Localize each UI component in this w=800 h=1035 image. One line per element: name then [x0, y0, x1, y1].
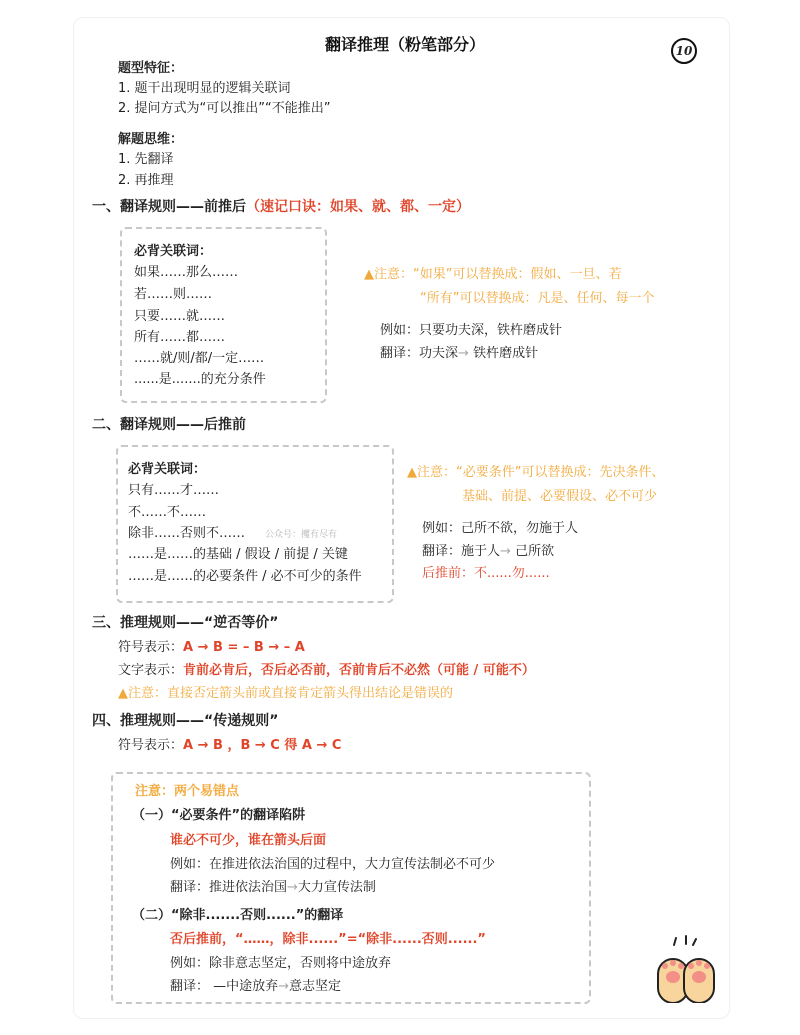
notes-p1-heading: （一）“必要条件”的翻译陷阱	[132, 808, 306, 823]
features-item-2: 2. 提问方式为“可以推出”“不能推出”	[118, 101, 331, 116]
s3-text-line	[118, 664, 535, 677]
notes-p1-trans-label: 翻译：推进依法治国	[170, 880, 288, 895]
notes-p2-trans-label: 翻译： —中途放弃	[170, 979, 279, 994]
s2-example: 例如：己所不欲，勿施于人	[422, 521, 579, 536]
section-1-title: 一、翻译规则——前推后	[92, 199, 246, 215]
warning-icon: ▲	[364, 267, 374, 282]
notes-p1-translation	[170, 881, 376, 894]
s2-trans-result: 己所欲	[515, 544, 555, 559]
notes-p2-trans-result: 意志坚定	[289, 979, 342, 994]
notes-p2-heading: （二）“除非.......否则......”的翻译	[132, 908, 344, 923]
cat-paw-illustration	[650, 935, 722, 1003]
watermark-text: 公众号：攫有尽有	[265, 530, 338, 540]
right-arrow-icon: →	[458, 346, 469, 361]
s1-note-1: 注意：“如果”可以替换成：假如、一旦、若	[374, 267, 622, 282]
s1-word-6: ......是.......的充分条件	[134, 372, 266, 387]
s3-symbol: A → B = – B → – A	[183, 640, 305, 655]
s2-word-1: 只有……才……	[128, 483, 220, 498]
s1-box-title: 必背关联词：	[134, 244, 213, 259]
section-1-heading	[92, 200, 470, 214]
right-arrow-icon: →	[500, 544, 511, 559]
s2-trans-label: 翻译：施于人	[422, 544, 501, 559]
s2-word-5: ……是……的必要条件 / 必不可少的条件	[128, 569, 362, 584]
s2-note-line-1	[407, 466, 664, 479]
features-item-1: 1. 题干出现明显的逻辑关联词	[118, 81, 291, 96]
s3-symbol-label: 符号表示：	[118, 640, 184, 655]
notes-heading: 注意：两个易错点	[135, 784, 240, 799]
page-title: 翻译推理（粉笔部分）	[325, 35, 486, 54]
s1-word-4: 所有……都……	[134, 330, 226, 345]
s2-word-2: 不……不……	[128, 505, 207, 520]
warning-icon: ▲	[118, 686, 128, 701]
s2-word-4: ……是……的基础 / 假设 / 前提 / 关键	[128, 547, 348, 562]
s1-example: 例如：只要功夫深，铁杵磨成针	[380, 323, 563, 338]
thinking-heading: 解题思维：	[118, 132, 184, 147]
notes-p2-translation	[170, 980, 341, 993]
section-1-tip: （速记口诀：如果、就、都、一定）	[246, 199, 470, 215]
s3-symbol-line	[118, 641, 305, 654]
s4-symbol-label: 符号表示：	[118, 738, 184, 753]
features-heading: 题型特征：	[118, 61, 184, 76]
thinking-item-2: 2. 再推理	[118, 173, 174, 188]
s1-trans-label: 翻译：功夫深	[380, 346, 459, 361]
s3-warning-line	[118, 687, 453, 700]
s1-word-5: ……就/则/都/一定……	[134, 351, 265, 366]
s3-text-label: 文字表示：	[118, 663, 184, 678]
s1-word-1: 如果……那么……	[134, 265, 239, 280]
warning-icon: ▲	[407, 465, 417, 480]
s4-symbol: A → B ，B → C 得 A → C	[183, 738, 342, 753]
s2-rule: 后推前：不......勿......	[422, 566, 550, 581]
s2-box-title: 必背关联词：	[128, 462, 207, 477]
s3-text: 肯前必肯后，否后必否前，否前肯后不必然（可能 / 可能不）	[183, 663, 535, 678]
s2-word-3: 除非……否则不……	[128, 526, 246, 541]
notes-p2-example: 例如：除非意志坚定，否则将中途放弃	[170, 956, 392, 971]
s2-translation	[422, 545, 554, 558]
notes-p1-rule: 谁必不可少，谁在箭头后面	[170, 833, 327, 848]
s3-warning: 注意：直接否定箭头前或直接肯定箭头得出结论是错误的	[128, 686, 454, 701]
notes-p1-example: 例如：在推进依法治国的过程中，大力宣传法制必不可少	[170, 857, 496, 872]
notes-p2-rule: 否后推前，“……，除非......”=“除非......否则......”	[170, 932, 486, 947]
section-2-heading: 二、翻译规则——后推前	[92, 417, 246, 433]
s2-note-1: 注意：“必要条件”可以替换成：先决条件、	[417, 465, 665, 480]
s1-note-line-1	[364, 268, 621, 281]
thinking-item-1: 1. 先翻译	[118, 152, 174, 167]
section-4-heading: 四、推理规则——“传递规则”	[92, 713, 279, 729]
right-arrow-icon: →	[287, 880, 298, 895]
s1-translation	[380, 347, 538, 360]
s1-word-2: 若……则……	[134, 287, 213, 302]
page-number-badge: 10	[671, 38, 697, 64]
s1-trans-result: 铁杵磨成针	[473, 346, 539, 361]
section-3-heading: 三、推理规则——“逆否等价”	[92, 615, 279, 631]
right-arrow-icon: →	[278, 979, 290, 994]
s2-note-2: 基础、前提、必要假设、必不可少	[462, 489, 658, 504]
s1-word-3: 只要……就……	[134, 309, 226, 324]
s4-symbol-line	[118, 739, 341, 752]
s1-note-2: “所有”可以替换成：凡是、任何、每一个	[420, 291, 655, 306]
notes-p1-trans-result: 大力宣传法制	[297, 880, 376, 895]
